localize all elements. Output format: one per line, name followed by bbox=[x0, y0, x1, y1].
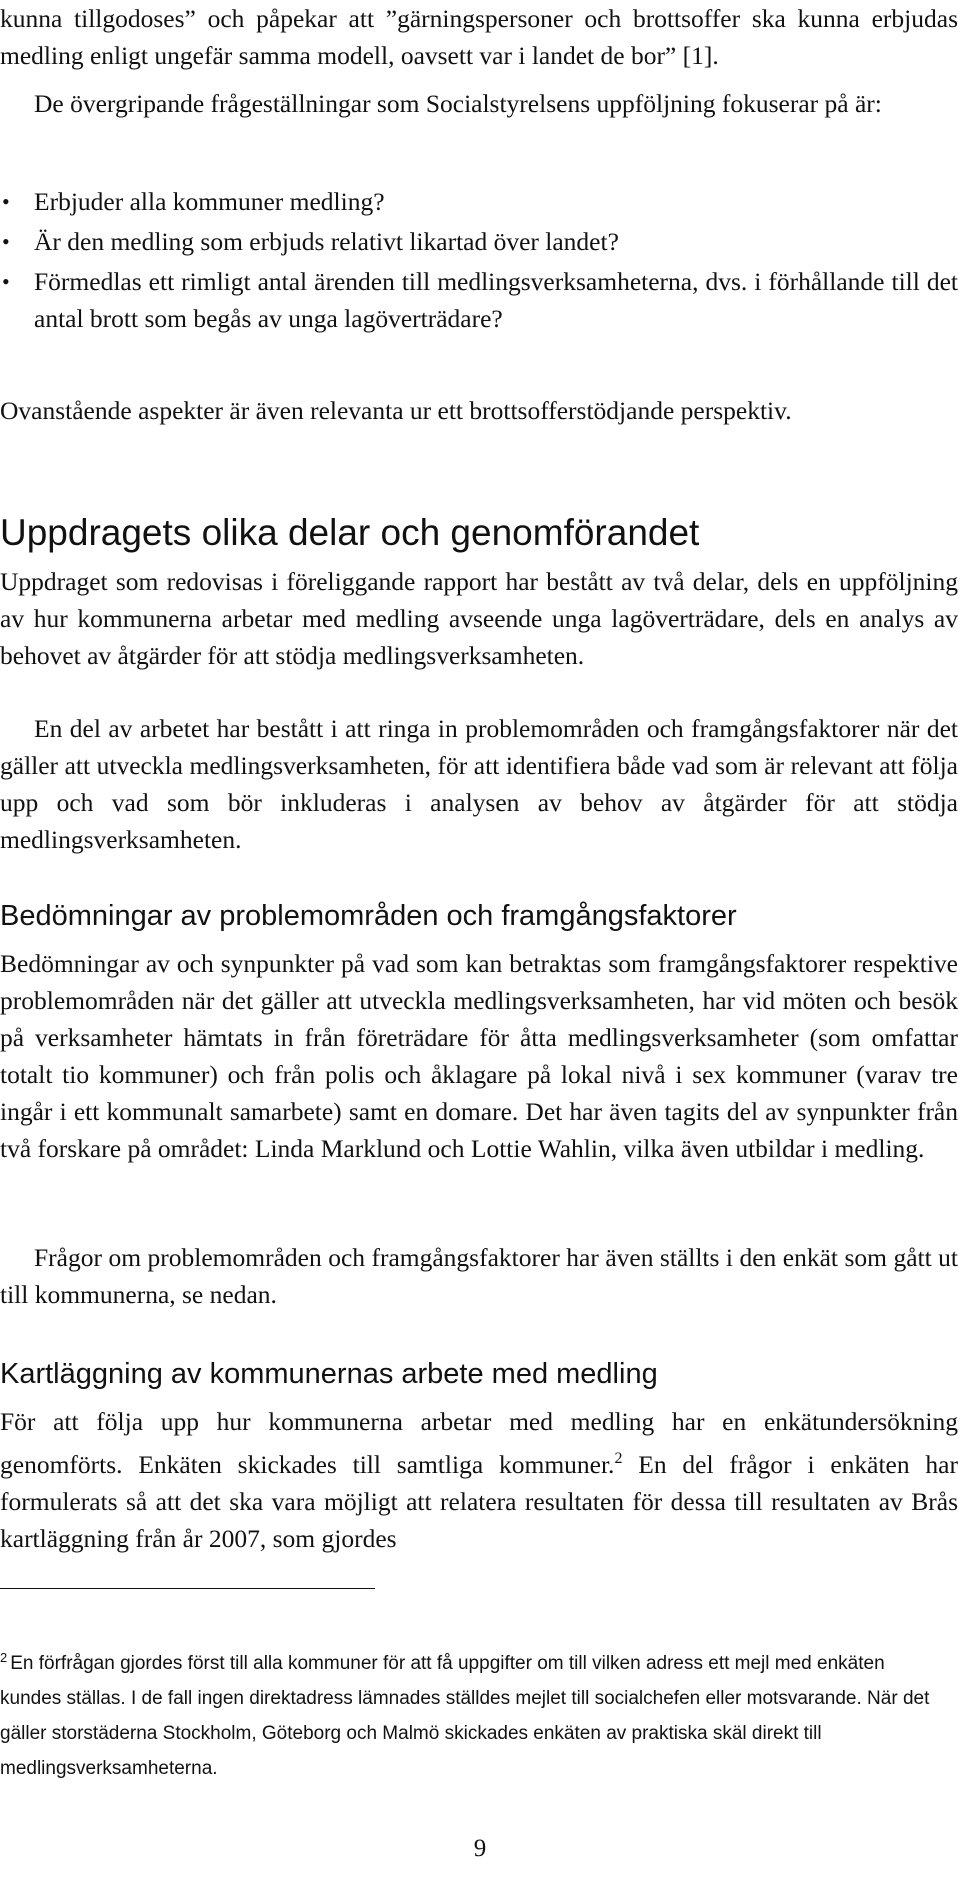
questions-bullet-list bbox=[0, 183, 958, 340]
bullet-text: Förmedlas ett rimligt antal ärenden till medlingsverksamheterna, dvs. i förhållande till det antal brott som begås av unga lagöverträdare? bbox=[34, 267, 958, 333]
section2-paragraph-2: Frågor om problemområden och framgångsfaktorer har även ställts i den enkät som gått ut till kommunerna, se nedan. bbox=[0, 1243, 958, 1309]
bullet-item bbox=[0, 223, 958, 260]
bullet-text: Är den medling som erbjuds relativt likartad över landet? bbox=[34, 227, 619, 256]
intro-closing-paragraph: Ovanstående aspekter är även relevanta ur ett brottsofferstödjande perspektiv. bbox=[0, 396, 792, 425]
intro-questions-lead: De övergripande frågeställningar som Socialstyrelsens uppföljning fokuserar på är: bbox=[34, 89, 882, 118]
bullet-icon: • bbox=[2, 229, 10, 254]
section-heading-uppdraget: Uppdragets olika delar och genomförandet bbox=[0, 512, 700, 553]
section1-paragraph-1: Uppdraget som redovisas i föreliggande rapport har bestått av två delar, dels en uppföljning av hur kommunerna arbetar med medling avseende unga lagöverträdare, dels en analys av behovet av åtgärder för att stödja medlingsverksamheten. bbox=[0, 567, 958, 670]
page-number: 9 bbox=[473, 1835, 487, 1862]
bullet-icon: • bbox=[2, 189, 10, 214]
bullet-icon: • bbox=[2, 269, 10, 294]
section2-paragraph-1: Bedömningar av och synpunkter på vad som kan betraktas som framgångsfaktorer respektive problemområden när det gäller att utveckla medlingsverksamheten, har vid möten och besök på verksamheter hämtats in från företrädare för åtta medlingsverksamheter (som omfattar totalt tio kommuner) och från polis och åklagare på lokal nivå i sex kommuner (varav tre ingår i ett kommunalt samarbete) samt en domare. Det har även tagits del av synpunkter från två forskare på området: Linda Marklund och Lottie Wahlin, vilka även utbildar i medling. bbox=[0, 949, 958, 1163]
bullet-item bbox=[0, 183, 958, 220]
footnote-separator bbox=[0, 1588, 375, 1589]
bullet-text: Erbjuder alla kommuner medling? bbox=[34, 187, 385, 216]
intro-paragraph-continued: kunna tillgodoses” och påpekar att ”gärningspersoner och brottsoffer ska kunna erbjudas medling enligt ungefär samma modell, oavsett var i landet de bor” [1]. bbox=[0, 4, 958, 70]
section-heading-bedomningar: Bedömningar av problemområden och framgångsfaktorer bbox=[0, 900, 737, 932]
section1-paragraph-2: En del av arbetet har bestått i att ringa in problemområden och framgångsfaktorer när det gäller att utveckla medlingsverksamheten, för att identifiera både vad som är relevant att följa upp och vad som bör inkluderas i analysen av behov av åtgärder för att stödja medlingsverksamheten. bbox=[0, 714, 958, 854]
footnote bbox=[0, 1640, 950, 1786]
section3-text-part-1: För att följa upp hur kommunerna arbetar med medling har en enkätundersökning genomförts. Enkäten skickades till samtliga kommuner. bbox=[0, 1407, 958, 1479]
section3-text-part-2: En del frågor i enkäten har formulerats så att det ska vara möjligt att relatera resultaten för dessa till resultaten av Brås kartläggning från år 2007, som gjordes bbox=[0, 1450, 958, 1553]
section-heading-kartlaggning: Kartläggning av kommunernas arbete med medling bbox=[0, 1358, 658, 1390]
bullet-item bbox=[0, 263, 958, 337]
footnote-reference[interactable]: 2 bbox=[614, 1450, 623, 1467]
footnote-number: 2 bbox=[0, 1650, 8, 1665]
section3-paragraph-1 bbox=[0, 1403, 958, 1557]
footnote-text: En förfrågan gjordes först till alla kommuner för att få uppgifter om till vilken adress ett mejl med enkäten kundes ställas. I de fall ingen direktadress lämnades ställdes mejlet till socialchefen eller motsvarande. När det gäller storstäderna Stockholm, Göteborg och Malmö skickades enkäten av praktiska skäl direkt till medlingsverksamheterna. bbox=[0, 1653, 930, 1779]
